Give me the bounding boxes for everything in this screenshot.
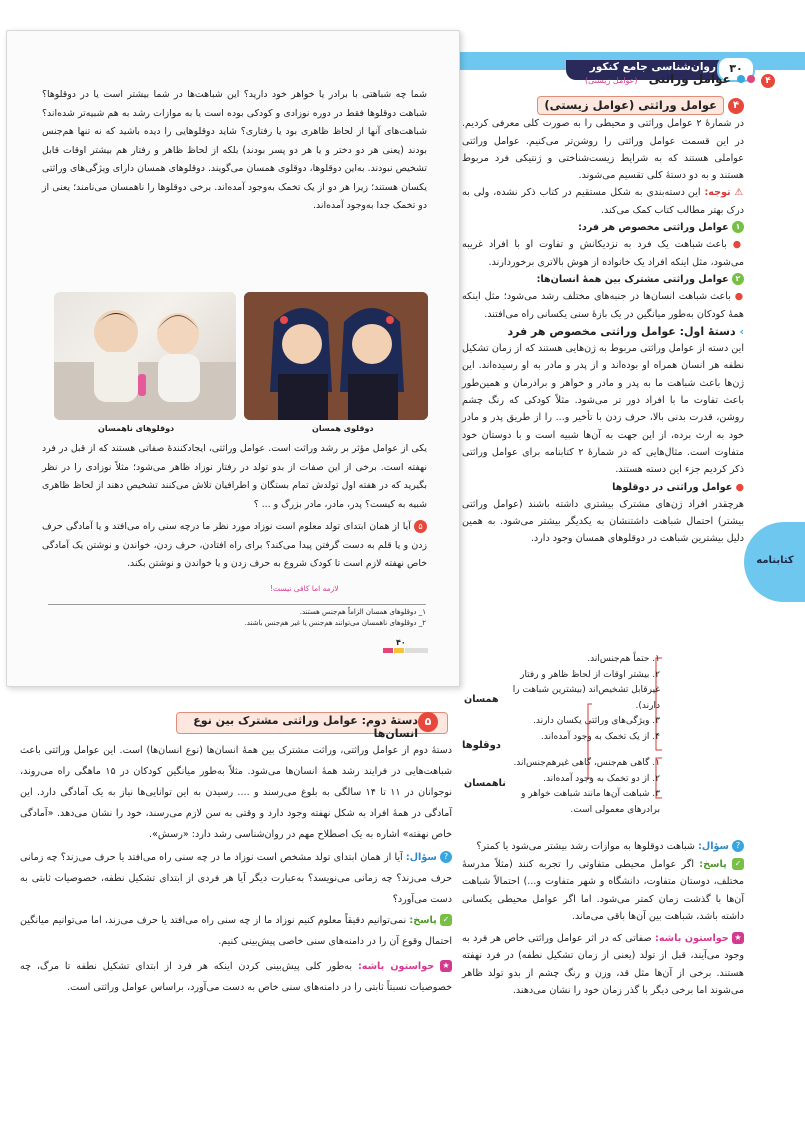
right-column: [462, 96, 744, 548]
twins-title: عوامل وراثتی در دوقلوها: [612, 481, 733, 493]
inset-heading-sub: (عوامل زیستی): [584, 76, 638, 85]
left-tip-label: حواستون باشه:: [357, 961, 435, 972]
identical-item: ۴. از یک تخمک به وجود آمده‌اند.: [540, 731, 660, 742]
section-5-body: [20, 740, 452, 998]
fraternal-list: [490, 756, 660, 818]
right-tip-text: صفاتی که در اثر عوامل وراثتی خاص هر فرد به وجود می‌آیند، قبل از تولد (یعنی از زمان تشکیل نطفه) در فرد نهفته هستند. برخی از آن‌ها مثل قد، وزن و رنگ چشم از بدو تولد ظاهر می‌شوند اما برخی دیگر با گذر زمان خود را نشان می‌دهند.: [462, 932, 744, 996]
warning-note: [462, 184, 744, 219]
bullet-icon: ●: [735, 481, 744, 493]
left-question-text: آیا از همان ابتدای تولد مشخص است نوزاد ما در چه سنی راه می‌افتد یا حرف می‌زند؟ چه زمانی حرف می‌زند؟ چه زمانی می‌نویسد؟ به‌عبارت دیگر آیا هر فردی از ابتدای تشکیل نطفه، خصوصیات ثابتی به دست می‌آورد؟: [20, 852, 452, 905]
warning-text: این دسته‌بندی به شکل مستقیم در کتاب ذکر نشده، ولی به درک بهتر مطالب کتاب کمک می‌کند.: [462, 187, 744, 216]
bullet-icon: ●: [732, 239, 744, 251]
item-2-number: ۲: [732, 273, 744, 285]
inset-para3-text: آیا از همان ابتدای تولد معلوم است نوزاد مورد نظر ما درچه سنی راه می‌افتد و یا آمادگی حرف زدن و یا قلم به دست گرفتن پیدا می‌کند؟ برای راه افتادن، حرف زدن، خواندن و نوشتن یک آمادگی خاص نهفته لازم است تا کودک شروع به حرف زدن و یا خواندن و نوشتن بکند.: [42, 521, 427, 569]
right-question-text: شباهت دوقلوها به موازات رشد بیشتر می‌شود یا کمتر؟: [476, 841, 695, 852]
right-question: [462, 838, 744, 856]
inset-footnotes: [48, 604, 426, 629]
tree-fraternal-label: ناهمسان: [464, 778, 506, 789]
check-icon: ✓: [440, 914, 452, 926]
check-icon: ✓: [732, 858, 744, 870]
item-1-number: ۱: [732, 221, 744, 233]
right-answer-label: پاسخ:: [699, 858, 727, 870]
side-tab-label: کتابنامه: [756, 555, 794, 566]
twins-tree-diagram: [480, 652, 680, 822]
identical-item: ۳. ویژگی‌های وراثتی یکسان دارند.: [533, 716, 660, 726]
left-answer: [20, 910, 452, 952]
fraternal-item: ۲. از دو تخمک به وجود آمده‌اند.: [543, 773, 660, 784]
item-1-text: باعث شباهت یک فرد به نزدیکانش و تفاوت او با افراد غریبه می‌شود، مثل اینکه افراد یک خانواده از هوش بالاتری برخوردارند.: [462, 239, 744, 268]
page-number: ۳۰: [717, 56, 755, 82]
identical-list: [490, 652, 660, 745]
dot-icon: [737, 75, 745, 83]
inset-page-color-bar: [383, 648, 428, 653]
identical-twins-photo: [244, 292, 428, 420]
fraternal-item: ۳. شباهت آن‌ها مانند شباهت خواهر و برادرهای معمولی است.: [521, 789, 660, 815]
twins-heading: [462, 479, 744, 496]
left-tip: [20, 956, 452, 998]
group-1-heading: [462, 323, 744, 340]
inset-para3-number: ۵: [414, 520, 427, 533]
book-title: روان‌شناسی جامع کنکور: [589, 61, 716, 73]
footnote-2: ۲_ دوقلوهای ناهمسان می‌توانند هم‌جنس یا غیر هم‌جنس باشند.: [244, 619, 426, 627]
inset-heading-number: ۴: [761, 74, 775, 88]
footnote-1: ۱_ دوقلوهای همسان الزاماً هم‌جنس هستند.: [299, 608, 426, 616]
caption-fraternal: دوقلوهای ناهمسان: [98, 424, 175, 433]
item-2-title: عوامل وراثتی مشترک بین همهٔ انسان‌ها:: [536, 273, 729, 285]
left-answer-label: پاسخ:: [409, 915, 437, 926]
item-1-title: عوامل وراثتی مخصوص هر فرد:: [578, 222, 729, 234]
chevron-icon: ›: [739, 324, 744, 338]
caption-identical: دوقلوی همسان: [312, 424, 374, 433]
right-answer: [462, 856, 744, 926]
section-5-number: ۵: [418, 712, 438, 732]
section-4-title: عوامل وراثتی (عوامل زیستی): [537, 96, 724, 115]
question-icon: ?: [440, 851, 452, 863]
inset-paragraph-2: یکی از عوامل مؤثر بر رشد وراثت است. عوامل وراثتی، ایجادکنندهٔ صفاتی هستند که از قبل در فرد نهفته است. برخی از این صفات از بدو تولد در رفتار نوزاد ظاهر می‌شود؛ مثلاً نوزادی را در نظر بگیرید که در هفته اول تولدش تمام بستگان و اطرافیان تلاش می‌کنند تشخیص دهند از لحاظ ظاهری شبیه به کیست؟ پدر، مادر، مادر بزرگ و ... ؟: [42, 443, 427, 510]
star-icon: ★: [732, 932, 744, 944]
dot-icon: [747, 75, 755, 83]
inset-margin-note: لازمه اما کافی نیست!: [270, 584, 339, 593]
section-5-paragraph: دستهٔ دوم از عوامل وراثتی، وراثت مشترک بین همهٔ انسان‌ها (نوع انسان‌ها) است. این عوامل وراثتی باعث شباهت‌هایی در فرایند رشد همهٔ انسان‌ها می‌شود. مثلاً به‌طور میانگین کودکان در ۱۵ ماهگی راه می‌روند، نوجوانان در ۱۱ تا ۱۴ سالگی به بلوغ می‌رسند و .... رسیدن به این توانایی‌ها نیاز به یک آمادگی دارد. این آمادگی در همهٔ افراد به شکل نهفته وجود دارد و وقتی به سن لازم می‌رسند، خود را نشان می‌دهد. «آمادگی خاص نهفته» اشاره به یک اصطلاح مهم در روان‌شناسی رشد دارد: «رسش».: [20, 745, 453, 840]
section-4-intro: در شمارهٔ ۲ عوامل وراثتی و محیطی را به صورت کلی معرفی کردیم. در این قسمت عوامل وراثتی را روشن‌تر می‌کنیم. عوامل وراثتی عواملی هستند که به شرایط زیست‌شناختی و ژنتیکی فرد مربوط هستند و به دو دستهٔ کلی تقسیم می‌شوند.: [462, 118, 745, 182]
tree-identical-label: همسان: [464, 694, 499, 705]
fraternal-twins-photo: [54, 292, 236, 420]
right-qa-block: [462, 838, 744, 1000]
twins-text: هرچقدر افراد ژن‌های مشترک بیشتری داشته باشند (عوامل وراثتی بیشتر) احتمال شباهت داشتنشان به یکدیگر بیشتر می‌شود. به همین دلیل بیشترین شباهت در دوقلوهای همسان وجود دارد.: [462, 498, 744, 545]
bullet-icon: ●: [734, 291, 744, 303]
section-4-number: ۴: [728, 98, 744, 114]
warning-icon: ⚠: [734, 187, 744, 199]
left-question: [20, 847, 452, 910]
warning-label: توجه:: [704, 187, 731, 199]
right-tip: [462, 930, 744, 1000]
section-4-heading: [462, 96, 744, 115]
item-2-text: باعث شباهت انسان‌ها در جنبه‌های مختلف رشد می‌شود؛ مثل اینکه همهٔ کودکان به‌طور میانگین در یک بازهٔ سنی یکسانی راه می‌افتند.: [462, 291, 744, 320]
group-1-text: این دسته از عوامل وراثتی مربوط به ژن‌هایی هستند که از زمان تشکیل نطفه هر انسان همراه او بوده‌اند و از پدر و مادر به او رسیده‌اند. این ژن‌ها باعث شباهت ما به پدر و مادر و خواهر و برادرمان و همین‌طور باعث تفاوت ما با افراد دور تر می‌شود. مثلاً کودکی که رنگ چشم روشن، قدرت بدنی بالا، حرف زدن با تأخیر و... را از طریق پدر و مادر خود به ارث برده، از این جهت به آن‌ها شبیه است و با دوستان خود متفاوت است. مثال‌هایی که در شمارهٔ ۲ کتابنامه برای عوامل وراثتی ذکر کردیم جزء این دسته هستند.: [462, 343, 744, 476]
tree-root-label: دوقلوها: [462, 740, 501, 751]
right-tip-label: حواستون باشه:: [655, 932, 729, 944]
group-1-title: دستهٔ اول: عوامل وراثتی مخصوص هر فرد: [507, 324, 736, 338]
star-icon: ★: [440, 960, 452, 972]
inset-page-number: ۴۰: [396, 638, 406, 647]
item-1-title-row: [462, 219, 744, 236]
item-1-text-row: [462, 236, 744, 271]
question-icon: ?: [732, 840, 744, 852]
right-question-label: سؤال:: [698, 841, 729, 852]
inset-paragraph-3: [42, 518, 427, 574]
left-answer-text: نمی‌توانیم دقیقاً معلوم کنیم نوزاد ما از چه سنی راه می‌افتد یا حرف می‌زند، اما می‌توانیم میانگین احتمال وقوع آن را در دامنه‌های سنی خاصی پیش‌بینی کنیم.: [20, 915, 452, 947]
right-answer-text: اگر عوامل محیطی متفاوتی را تجربه کنند (مثلاً مدرسهٔ مختلف، دوستان متفاوت، دانشگاه و شهر متفاوت و...) احتمالاً شباهت آن‌ها با گذشت زمان کمتر می‌شود. اما اگر عوامل محیطی یکسانی داشته باشد، شباهت بین آن‌ها باقی می‌ماند.: [462, 858, 744, 922]
left-question-label: سؤال:: [405, 852, 437, 863]
identical-item: ۲. بیشتر اوقات از لحاظ ظاهر و رفتار غیرقابل تشخیص‌اند (بیشترین شباهت را دارند).: [512, 669, 660, 711]
section-5-title: دستهٔ دوم: عوامل وراثتی مشترک بین نوع انسان‌ها: [193, 714, 418, 740]
identical-item: ۱. حتماً هم‌جنس‌اند.: [587, 654, 660, 664]
item-2-text-row: [462, 288, 744, 323]
fraternal-item: ۱. گاهی هم‌جنس، گاهی غیرهم‌جنس‌اند.: [513, 758, 660, 768]
inset-paragraph-1: شما چه شباهتی با برادر یا خواهر خود دارید؟ این شباهت‌ها در شما بیشتر است یا در دوقلوها؟ شباهت دوقلوها فقط در دوره نوزادی و کودکی بوده است یا به موازات رشد به هم شبیه‌تر شده‌اند؟ شباهت‌های آنها از لحاظ ظاهری بود یا رفتاری؟ شاید دوقلوهایی را دیده باشید که نه تنها هم‌جنس بودند (یعنی هر دو دختر و یا هر دو پسر بودند) بلکه از لحاظ ظاهر و رفتار هم بیشتر اوقات قابل تشخیص نبودند. به‌این دوقلوها، دوقلوی همسان می‌گویند. دوقلوهای همسان دارای ویژگی‌های وراثتی یکسان هستند؛ زیرا هر دو از یک تخمک به‌وجود آمده‌اند. برخی دوقلوها را ناهمسان می‌نامند؛ یعنی از دو تخمک جدا به‌وجود آمده‌اند.: [42, 89, 427, 211]
left-tip-text: به‌طور کلی پیش‌بینی کردن اینکه هر فرد از ابتدای تشکیل نطفه تا مرگ، چه خصوصیات نسبتاً ثابتی را در دامنه‌های سنی خاص به دست می‌آورد، براساس عوامل وراثتی است.: [20, 961, 452, 993]
inset-heading: [390, 68, 775, 88]
inset-heading-title: عوامل وراثتی: [648, 72, 731, 86]
item-2-title-row: [462, 271, 744, 288]
